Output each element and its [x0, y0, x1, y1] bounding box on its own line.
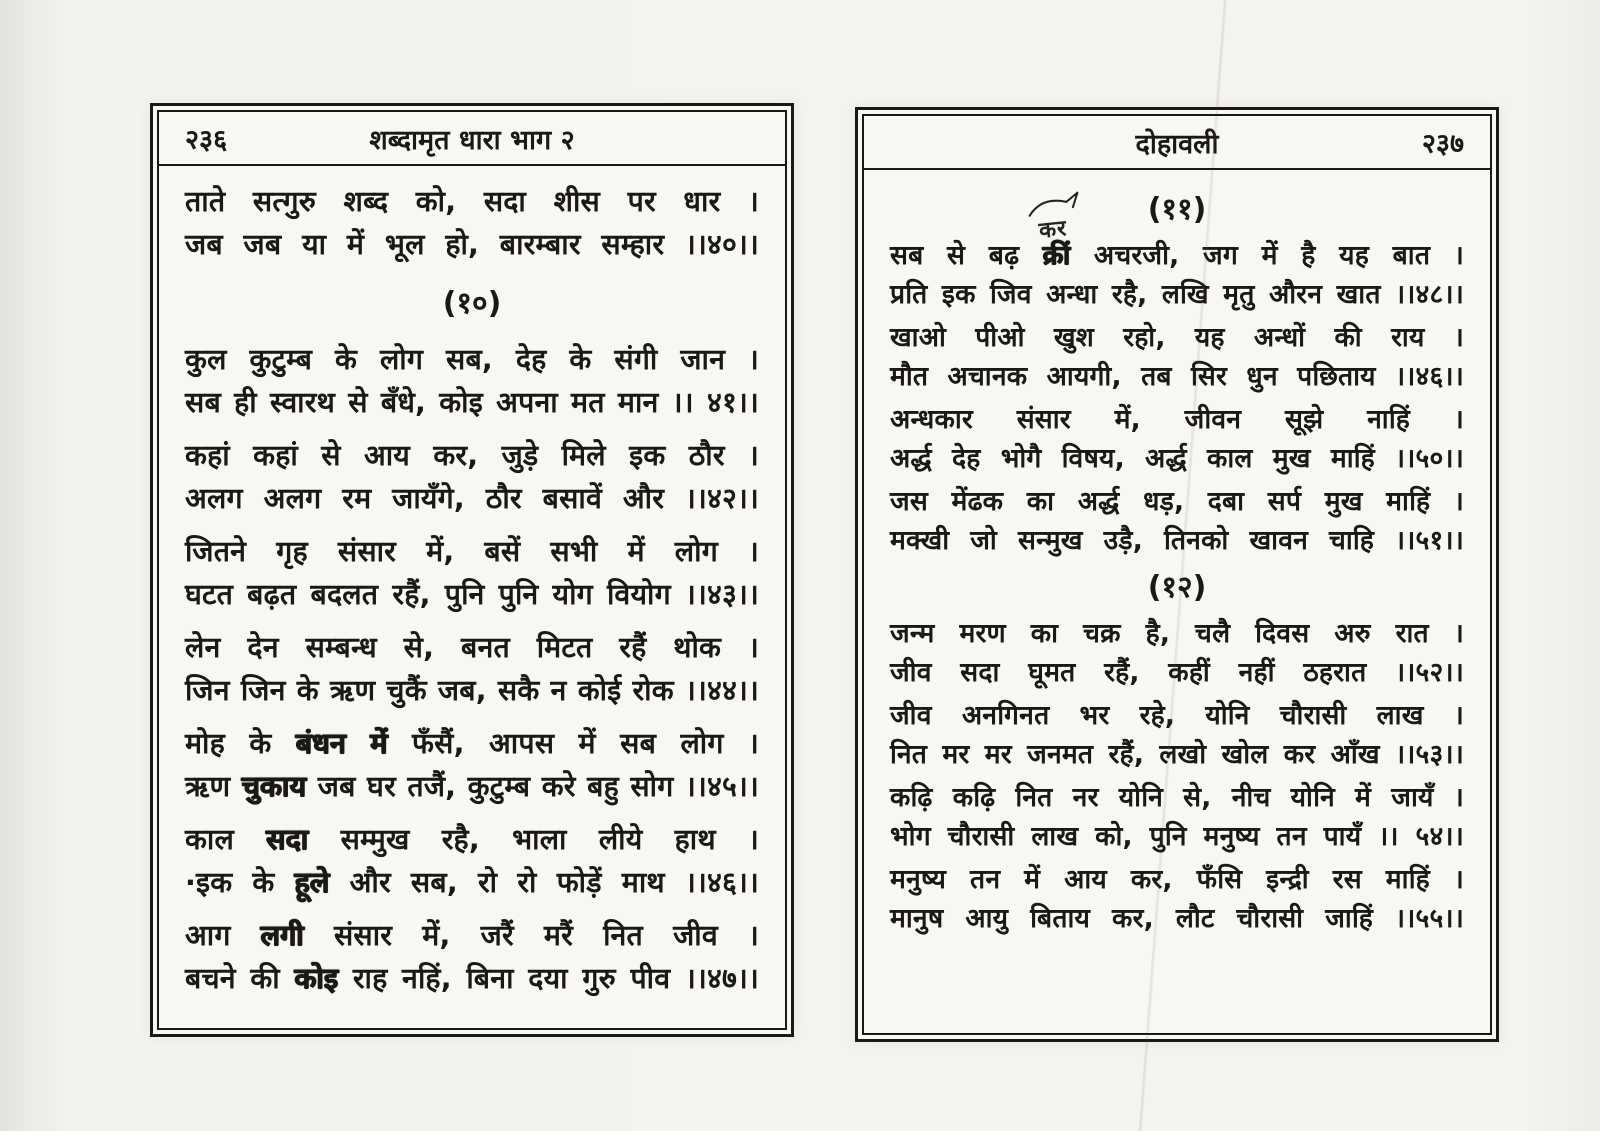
verse-line: [890, 318, 1464, 357]
verse-text: प्रति इक जिव अन्धा रहै, लखि मृतु औरन खात ।।४८।।: [890, 279, 1464, 310]
verse-text: कुल कुटुम्ब के लोग सब, देह के संगी जान ।: [185, 343, 759, 376]
verse-text: नित मर मर जनमत रहैं, लखो खोल कर आँख ।।५३।।: [890, 739, 1464, 770]
verse-text: मनुष्य तन में आय कर, फँसि इन्द्री रस माहिं ।: [890, 864, 1464, 895]
verse-text: राह नहिं, बिना दया गुरु पीव ।।४७।।: [338, 962, 759, 995]
verse-line: [890, 735, 1464, 774]
left-page-number: २३६: [185, 124, 228, 156]
verse-text: कहां कहां से आय कर, जुड़े मिले इक ठौर ।: [185, 439, 759, 472]
verse-text: जस मेंढक का अर्द्ध धड़, दबा सर्प मुख माहिं ।: [890, 486, 1464, 517]
right-page-inner-border: [862, 114, 1492, 1035]
verse-text: मोह के: [185, 727, 296, 760]
verse-line: [185, 223, 759, 266]
verse-text: सब से बढ़: [890, 240, 1043, 271]
verse-text: सम्मुख रहै, भाला लीये हाथ ।: [308, 823, 759, 856]
verse-text: बचने की: [185, 962, 295, 995]
verse-text: मक्खी जो सन्मुख उड़ै, तिनको खावन चाहि ।।५१।।: [890, 525, 1464, 556]
verse-text: अन्धकार संसार में, जीवन सूझे नाहिं ।: [890, 404, 1464, 435]
verse-text: ·इक के: [185, 866, 295, 899]
verse-text: काल: [185, 823, 267, 856]
verse-line: [185, 573, 759, 616]
verse-line: [890, 696, 1464, 735]
verse-line: [185, 180, 759, 223]
verse-text: खाओ पीओ खुश रहो, यह अन्धों की राय ।: [890, 322, 1464, 353]
right-page-number: २३७: [1421, 128, 1464, 160]
verse-line: [185, 722, 759, 765]
verse-line: [185, 626, 759, 669]
verse-line: [185, 818, 759, 861]
verse-text: आग: [185, 919, 261, 952]
verse-text: अलग अलग रम जायँगे, ठौर बसावें और ।।४२।।: [185, 482, 759, 515]
verse-text: ताते सत्गुरु शब्द को, सदा शीस पर धार ।: [185, 185, 759, 218]
verse-word-overinked: हूले: [294, 866, 330, 899]
section-number-heading: (१२): [1147, 570, 1207, 605]
verse-text: संसार में, जरैं मरैं नित जीव ।: [303, 919, 759, 952]
verse-text: जब जब या में भूल हो, बारम्बार सम्हार ।।४०।।: [185, 228, 759, 261]
verse-word-overinked: क्रीं: [1042, 240, 1071, 271]
verse-text: भोग चौरासी लाख को, पुनि मनुष्य तन पायँ ।। ५४।।: [890, 821, 1464, 852]
verse-line: [890, 899, 1464, 938]
verse-text: कढ़ि कढ़ि नित नर योनि से, नीच योनि में जायँ ।: [890, 782, 1464, 813]
verse-line: [890, 275, 1464, 314]
verse-text: जब घर तजैं, कुटुम्ब करे बहु सोग ।।४५।।: [306, 770, 759, 803]
verse-line: [890, 400, 1464, 439]
verse-text: सब ही स्वारथ से बँधे, कोइ अपना मत मान ।। ४१।।: [185, 386, 759, 419]
verse-word-overinked: बंधन में: [295, 727, 388, 760]
right-page-body: [864, 170, 1490, 1033]
verse-text: जितने गृह संसार में, बसें सभी में लोग ।: [185, 535, 759, 568]
left-page-inner-border: [157, 110, 787, 1030]
verse-word-overinked: चुकाय: [241, 770, 307, 803]
verse-line: [890, 357, 1464, 396]
verse-text: घटत बढ़त बदलत रहैं, पुनि पुनि योग वियोग ।।४३।।: [185, 578, 759, 611]
section-number-heading: (१०): [442, 286, 502, 321]
verse-line: [890, 778, 1464, 817]
verse-text: मौत अचानक आयगी, तब सिर धुन पछिताय ।।४६।।: [890, 361, 1464, 392]
right-page-header-title: दोहावली: [1135, 128, 1219, 160]
verse-text: अचरजी, जग में है यह बात ।: [1070, 240, 1465, 271]
verse-text: फँसैं, आपस में सब लोग ।: [387, 727, 759, 760]
verse-line: [890, 236, 1464, 275]
right-page: [855, 107, 1499, 1042]
verse-text: और सब, रो रो फोड़ें माथ ।।४६।।: [329, 866, 759, 899]
verse-line: [185, 669, 759, 712]
verse-text: जिन जिन के ऋण चुकैं जब, सकै न कोई रोक ।।४४।।: [185, 674, 759, 707]
verse-line: [185, 861, 759, 904]
left-page: [150, 103, 794, 1037]
verse-text: जीव सदा घूमत रहैं, कहीं नहीं ठहरात ।।५२।।: [890, 657, 1464, 688]
verse-line: [185, 957, 759, 1000]
verse-line: [890, 439, 1464, 478]
verse-text: जन्म मरण का चक्र है, चलै दिवस अरु रात ।: [890, 618, 1464, 649]
verse-line: [890, 817, 1464, 856]
verse-text: मानुष आयु बिताय कर, लौट चौरासी जाहिं ।।५५।।: [890, 903, 1464, 934]
verse-line: [185, 914, 759, 957]
verse-text: अर्द्ध देह भोगै विषय, अर्द्ध काल मुख माहिं ।।५०।।: [890, 443, 1464, 474]
verse-word-overinked: कोइ: [294, 962, 339, 995]
verse-word-overinked: सदा: [266, 823, 309, 856]
verse-line: [185, 477, 759, 520]
left-page-header-title: शब्दामृत धारा भाग २: [369, 124, 575, 156]
verse-line: [185, 338, 759, 381]
verse-line: [185, 381, 759, 424]
verse-text: लेन देन सम्बन्ध से, बनत मिटत रहैं थोक ।: [185, 631, 759, 664]
verse-line: [890, 521, 1464, 560]
verse-line: [185, 765, 759, 808]
verse-line: [890, 860, 1464, 899]
verse-line: [185, 434, 759, 477]
handwritten-correction-text: कर: [1037, 216, 1069, 244]
right-page-header: [864, 116, 1490, 170]
verse-text: ऋण: [185, 770, 242, 803]
verse-line: [890, 482, 1464, 521]
verse-word-overinked: लगी: [260, 919, 304, 952]
left-page-body: [159, 166, 785, 1028]
verse-text: जीव अनगिनत भर रहे, योनि चौरासी लाख ।: [890, 700, 1464, 731]
section-number-heading: (११): [1147, 192, 1207, 227]
left-page-header: [159, 112, 785, 166]
verse-line: [185, 530, 759, 573]
